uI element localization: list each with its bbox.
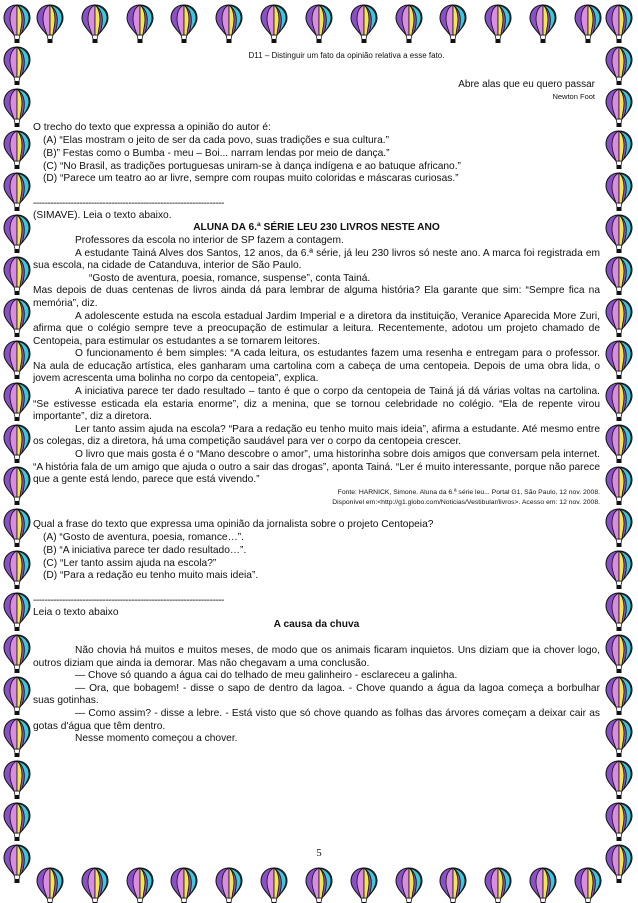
hot-air-balloon-icon xyxy=(3,256,31,296)
hot-air-balloon-icon xyxy=(605,760,633,800)
hot-air-balloon-icon xyxy=(3,634,31,674)
right-balloon-border xyxy=(605,4,635,886)
hot-air-balloon-icon xyxy=(3,466,31,506)
hot-air-balloon-icon xyxy=(574,867,602,903)
hot-air-balloon-icon xyxy=(439,867,467,903)
hot-air-balloon-icon xyxy=(605,382,633,422)
separator-line: ------------------------------------------------------------------ xyxy=(33,197,224,209)
question-1-option-d: (D) “Parece um teatro ao ar livre, sempre com roupas muito coloridas e máscaras curiosas.” xyxy=(43,173,459,185)
question-1-option-c: (C) “No Brasil, as tradições portuguesas uniram-se à dança indígena e ao batuque africano.” xyxy=(43,160,461,172)
hot-air-balloon-icon xyxy=(529,4,557,44)
bottom-balloon-border xyxy=(36,867,602,901)
hot-air-balloon-icon xyxy=(3,46,31,86)
reading-3-title: A causa da chuva xyxy=(273,619,360,631)
hot-air-balloon-icon xyxy=(3,676,31,716)
left-balloon-border xyxy=(3,4,33,886)
question-2 xyxy=(33,519,600,583)
hot-air-balloon-icon xyxy=(170,4,198,44)
question-1-option-a: (A) “Elas mostram o jeito de ser da cada povo, suas tradições e sua cultura.” xyxy=(43,135,389,147)
hot-air-balloon-icon xyxy=(605,802,633,842)
hot-air-balloon-icon xyxy=(529,867,557,903)
question-1-stem: O trecho do texto que expressa a opinião do autor é: xyxy=(33,121,271,133)
hot-air-balloon-icon xyxy=(395,4,423,44)
hot-air-balloon-icon xyxy=(350,867,378,903)
hot-air-balloon-icon xyxy=(3,424,31,464)
hot-air-balloon-icon xyxy=(3,172,31,212)
reading-2-title: ALUNA DA 6.ª SÉRIE LEU 230 LIVROS NESTE ANO xyxy=(193,222,440,234)
page-number: 5 xyxy=(316,847,322,859)
hot-air-balloon-icon xyxy=(605,676,633,716)
reading-2-paragraph: Mas depois de duas centenas de livros ainda dá para lembrar de alguma história? Ela garante que sim: “Sempre fica na memória”, diz. xyxy=(33,285,600,309)
hot-air-balloon-icon xyxy=(605,88,633,128)
reading-2-intro: (SIMAVE). Leia o texto abaixo. xyxy=(33,209,172,221)
hot-air-balloon-icon xyxy=(605,592,633,632)
hot-air-balloon-icon xyxy=(605,46,633,86)
hot-air-balloon-icon xyxy=(3,508,31,548)
hot-air-balloon-icon xyxy=(395,867,423,903)
hot-air-balloon-icon xyxy=(36,4,64,44)
epigraph-quote: Abre alas que eu quero passar xyxy=(458,78,595,90)
hot-air-balloon-icon xyxy=(3,802,31,842)
source-citation: Fonte: HARNICK, Simone. Aluna da 6.ª série leu... Portal G1, São Paulo, 12 nov. 2008. xyxy=(337,488,600,496)
hot-air-balloon-icon xyxy=(3,592,31,632)
reading-text-3 xyxy=(33,607,600,746)
hot-air-balloon-icon xyxy=(605,508,633,548)
hot-air-balloon-icon xyxy=(81,4,109,44)
separator-line: ------------------------------------------------------------------ xyxy=(33,594,224,606)
hot-air-balloon-icon xyxy=(3,760,31,800)
hot-air-balloon-icon xyxy=(260,4,288,44)
reading-2-paragraph: O livro que mais gosta é o “Mano descobre o amor”, uma historinha sobre dois amigos que conversam pela internet. “A história fala de um amigo que ajuda o outro a sair das drogas”, aponta Tainá. “Ler é muito interessante, porque não parece que a gente está lendo, parece que está vivendo.” xyxy=(33,449,600,486)
hot-air-balloon-icon xyxy=(605,130,633,170)
source-url: Disponível em:<http://g1.globo.com/Noticias/Vestibular/livros>. Acesso em: 12 nov. 2008. xyxy=(332,498,600,506)
question-2-option-d: (D) “Para a redação eu tenho muito mais ideia”. xyxy=(43,570,259,582)
reading-2-paragraph: Ler tanto assim ajuda na escola? “Para a redação eu tenho muito mais ideia”, afirma a estudante. Até mesmo entre os colegas, diz a diretora, há uma competição saudável para ver o corpo da centopeia crescer. xyxy=(33,423,600,448)
question-2-option-c: (C) “Ler tanto assim ajuda na escola?” xyxy=(43,557,217,569)
reading-2-paragraph: A adolescente estuda na escola estadual Jardim Imperial e a diretora da instituição, Veranice Aparecida More Zuri, afirma que o colégio sempre teve a preocupação de estimular a leitura. Recentemente, adotou um projeto chamado de Centopeia, para estimular os estudantes a se tornarem leitores. xyxy=(33,310,600,347)
hot-air-balloon-icon xyxy=(3,382,31,422)
top-balloon-border xyxy=(36,4,602,38)
hot-air-balloon-icon xyxy=(605,172,633,212)
hot-air-balloon-icon xyxy=(574,4,602,44)
reading-3-paragraph: Não chovia há muitos e muitos meses, de modo que os animais ficaram inquietos. Uns diziam que ia chover logo, outros diziam que ainda ia demorar. Mas não chegavam a uma conclusão. xyxy=(33,644,600,669)
hot-air-balloon-icon xyxy=(605,634,633,674)
reading-text-2 xyxy=(33,210,600,507)
reading-2-paragraph: A estudante Tainá Alves dos Santos, 12 anos, da 6.ª série, já leu 230 livros só neste ano. A marca foi registrada em sua escola, na cidade de Catanduva, interior de São Paulo. xyxy=(33,247,600,272)
hot-air-balloon-icon xyxy=(3,88,31,128)
hot-air-balloon-icon xyxy=(3,718,31,758)
hot-air-balloon-icon xyxy=(605,214,633,254)
hot-air-balloon-icon xyxy=(605,4,633,44)
hot-air-balloon-icon xyxy=(605,298,633,338)
reading-2-paragraph: Professores da escola no interior de SP fazem a contagem. xyxy=(75,234,344,246)
hot-air-balloon-icon xyxy=(605,340,633,380)
reading-3-paragraph: — Chove só quando a água cai do telhado de meu galinheiro - esclareceu a galinha. xyxy=(75,670,458,682)
reading-3-paragraph: — Ora, que bobagem! - disse o sapo de dentro da lagoa. - Chove quando a água da lagoa começa a borbulhar suas gotinhas. xyxy=(33,682,600,707)
hot-air-balloon-icon xyxy=(3,4,31,44)
hot-air-balloon-icon xyxy=(439,4,467,44)
hot-air-balloon-icon xyxy=(81,867,109,903)
reading-3-paragraph: — Como assim? - disse a lebre. - Está visto que só chove quando as folhas das árvores começam a deixar cair as gotas d'água que têm dentro. xyxy=(33,707,600,732)
hot-air-balloon-icon xyxy=(3,298,31,338)
reading-3-paragraph: Nesse momento começou a chover. xyxy=(75,733,238,745)
hot-air-balloon-icon xyxy=(3,130,31,170)
reading-3-intro: Leia o texto abaixo xyxy=(33,606,119,618)
question-1-option-b: (B)” Festas como o Bumba - meu – Boi... narram lendas por meio de dança.” xyxy=(43,147,390,159)
hot-air-balloon-icon xyxy=(305,867,333,903)
hot-air-balloon-icon xyxy=(3,550,31,590)
hot-air-balloon-icon xyxy=(484,4,512,44)
worksheet-page xyxy=(33,50,600,746)
question-2-stem: Qual a frase do texto que expressa uma opinião da jornalista sobre o projeto Centopeia? xyxy=(33,518,434,530)
hot-air-balloon-icon xyxy=(605,466,633,506)
hot-air-balloon-icon xyxy=(350,4,378,44)
hot-air-balloon-icon xyxy=(126,867,154,903)
hot-air-balloon-icon xyxy=(605,256,633,296)
descriptor-code: D11 – Distinguir um fato da opinião relativa a esse fato. xyxy=(248,51,445,60)
reading-2-paragraph: A iniciativa parece ter dado resultado – tanto é que o corpo da centopeia de Tainá já dá várias voltas na cartolina. “Se estivesse esticada ela estaria enorme”, diz a menina, que se tornou celebridade no colégio. “Ela de repente virou importante”, diz a diretora. xyxy=(33,386,600,423)
hot-air-balloon-icon xyxy=(215,4,243,44)
epigraph-author: Newton Foot xyxy=(552,92,595,102)
hot-air-balloon-icon xyxy=(215,867,243,903)
hot-air-balloon-icon xyxy=(126,4,154,44)
hot-air-balloon-icon xyxy=(605,718,633,758)
hot-air-balloon-icon xyxy=(3,214,31,254)
hot-air-balloon-icon xyxy=(305,4,333,44)
reading-2-paragraph: O funcionamento é bem simples: “A cada leitura, os estudantes fazem uma resenha e entregam para o professor. Na aula de educação artística, eles ganharam uma cartolina com a cabeça de uma centopeia. Depois de uma obra lida, o jovem acrescenta uma bolinha no corpo da centopeia”, explica. xyxy=(33,348,600,385)
hot-air-balloon-icon xyxy=(605,424,633,464)
question-2-option-b: (B) “A iniciativa parece ter dado resultado…”. xyxy=(43,545,247,556)
question-2-option-a: (A) “Gosto de aventura, poesia, romance…”. xyxy=(43,532,245,544)
hot-air-balloon-icon xyxy=(3,340,31,380)
question-1 xyxy=(33,122,600,186)
hot-air-balloon-icon xyxy=(36,867,64,903)
hot-air-balloon-icon xyxy=(170,867,198,903)
hot-air-balloon-icon xyxy=(260,867,288,903)
reading-2-paragraph: “Gosto de aventura, poesia, romance, suspense”, conta Tainá. xyxy=(89,272,371,284)
hot-air-balloon-icon xyxy=(605,550,633,590)
hot-air-balloon-icon xyxy=(484,867,512,903)
